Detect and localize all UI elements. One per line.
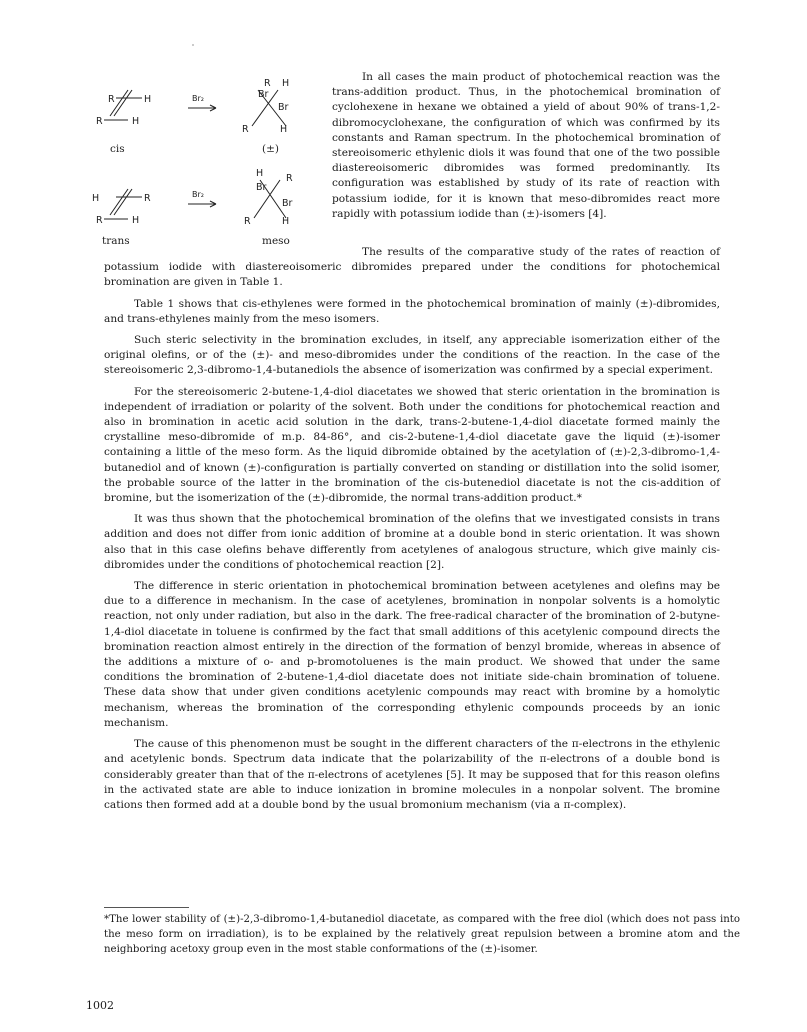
racemic-H-top: H <box>282 78 290 89</box>
paragraph-table-summary: Table 1 shows that cis-ethylenes were formed in the photochemical bromination of mainly (±)-dibromides, and trans-ethylenes mainly from the meso isomers. <box>104 297 720 325</box>
label-trans: trans <box>102 235 130 247</box>
intro-paragraph: In all cases the main product of photochemical reaction was the trans-addition product. Thus, in the photochemical bromination of cyclohexene in hexane we obtained a yield of about 90% of trans-1,2-dibromocyclohexane, the configuration of which was confirmed by its constants and Raman spectrum. In the photochemical bromination of stereoisomeric ethylenic diols it was found that one of the two possible diastereoisomeric dibromides was formed predominantly. Its configuration was established by study of its rate of reaction with potassium iodide, for it is known that meso-dibromides react more rapidly with potassium iodide than (±)-isomers [4]. <box>332 71 720 220</box>
reagent-cis: Br₂ <box>192 94 204 103</box>
trans-R-bottom: R <box>96 215 103 226</box>
trans-H-top: H <box>92 193 100 204</box>
trans-bond-lower <box>114 189 132 215</box>
trans-bond-upper <box>110 189 128 215</box>
meso-R-top: R <box>286 173 293 184</box>
paragraph-steric-selectivity: Such steric selectivity in the bromination excludes, in itself, any appreciable isomerization either of the original olefins, or of the (±)- and meso-dibromides under the conditions of the reaction. In the case of the stereoisomeric 2,3-dibromo-1,4-butanediols the absence of isomerization was confirmed by a special experiment. <box>104 334 720 377</box>
cis-H-top: H <box>144 94 152 105</box>
meso-R-bottom: R <box>244 216 251 227</box>
cis-R-bottom: R <box>96 116 103 127</box>
label-cis: cis <box>110 143 125 155</box>
paragraph-trans-addition: It was thus shown that the photochemical bromination of the olefins that we investigated consists in trans addition and does not differ from ionic addition of bromine at a double bond in steric orientation. It was shown also that in this case olefins behave differently from acetylenes of analogous structure, which give mainly cis-dibromides under the conditions of photochemical reaction [2]. <box>104 513 720 571</box>
paragraph-pi-electrons: The cause of this phenomenon must be sought in the different characters of the π-electrons in the ethylenic and acetylenic bonds. Spectrum data indicate that the polarizability of the π-electrons of a double bond is considerably greater than that of the π-electrons of acetylenes [5]. It may be supposed that for this reason olefins in the activated state are able to induce ionization in bromine molecules in a nonpolar solvent. The bromine cations then formed add at a double bond by the usual bromonium mechanism (via a π-complex). <box>104 738 720 811</box>
racemic-H-bottom: H <box>280 124 288 135</box>
reaction-scheme-drawing <box>76 68 338 258</box>
cis-H-bottom: H <box>132 116 140 127</box>
label-meso: meso <box>262 235 290 247</box>
paragraph-mechanism-difference: The difference in steric orientation in photochemical bromination between acetylenes and olefins may be due to a difference in mechanism. In the case of acetylenes, bromination in nonpolar solvents is a homolytic reaction, not only under radiation, but also in the dark. The free-radical character of the bromination of 2-butyne-1,4-diol diacetate in toluene is confirmed by the fact that small additions of this acetylenic compound directs the bromination reaction almost entirely in the direction of the formation of benzyl bromide, whereas in absence of the additions a mixture of o- and p-bromotoluenes is the main product. We showed that under the same conditions the bromination of 2-butene-1,4-diol diacetate does not initiate side-chain bromination of toluene. These data show that under given conditions acetylenic compounds may react with bromine by a homolytic mechanism, whereas the bromination of the corresponding ethylenic compounds proceeds by an ionic mechanism. <box>104 580 720 729</box>
meso-H-top: H <box>256 168 264 179</box>
intro-column <box>332 70 720 228</box>
cis-R-top: R <box>108 94 115 105</box>
racemic-R-bottom: R <box>242 124 249 135</box>
label-racemic: (±) <box>262 143 279 155</box>
meso-H-bottom: H <box>282 216 290 227</box>
reaction-scheme <box>76 68 338 258</box>
trans-H-bottom: H <box>132 215 140 226</box>
racemic-Br-left: Br <box>258 89 269 100</box>
footnote-rule <box>104 907 189 908</box>
racemic-Br-right: Br <box>278 102 289 113</box>
cis-bond-lower <box>114 90 132 116</box>
meso-Br-right: Br <box>282 198 293 209</box>
body-text <box>104 245 720 819</box>
paragraph-diol-diacetates: For the stereoisomeric 2-butene-1,4-diol diacetates we showed that steric orientation in the bromination is independent of irradiation or polarity of the solvent. Both under the conditions for photochemical reaction and also in bromination in acetic acid solution in the dark, trans-2-butene-1,4-diol diacetate formed mainly the crystalline meso-dibromide of m.p. 84-86°, and cis-2-butene-1,4-diol diacetate gave the liquid (±)-isomer containing a little of the meso form. As the liquid dibromide obtained by the acetylation of (±)-2,3-dibromo-1,4-butanediol and of known (±)-configuration is partially converted on standing or distillation into the solid isomer, the probable source of the latter in the bromination of the cis-butenediol diacetate is not the cis-addition of bromine, but the isomerization of the (±)-dibromide, the normal trans-addition product.* <box>104 385 720 505</box>
scan-speck <box>192 44 194 46</box>
racemic-R-top: R <box>264 78 271 89</box>
meso-Br-left: Br <box>256 182 267 193</box>
paragraph-table-results: The results of the comparative study of the rates of reaction of potassium iodide with diastereoisomeric dibromides prepared under the conditions for photochemical bromination are given in Table 1. <box>104 246 720 289</box>
footnote: *The lower stability of (±)-2,3-dibromo-1,4-butanediol diacetate, as compared with the free diol (which does not pass into the meso form on irradiation), is to be explained by the relatively great repulsion between a bromine atom and the neighboring acetoxy group even in the most stable conformations of the (±)-isomer. <box>104 914 740 955</box>
reagent-trans: Br₂ <box>192 190 204 199</box>
page-number: 1002 <box>86 999 114 1012</box>
trans-R-top: R <box>144 193 151 204</box>
